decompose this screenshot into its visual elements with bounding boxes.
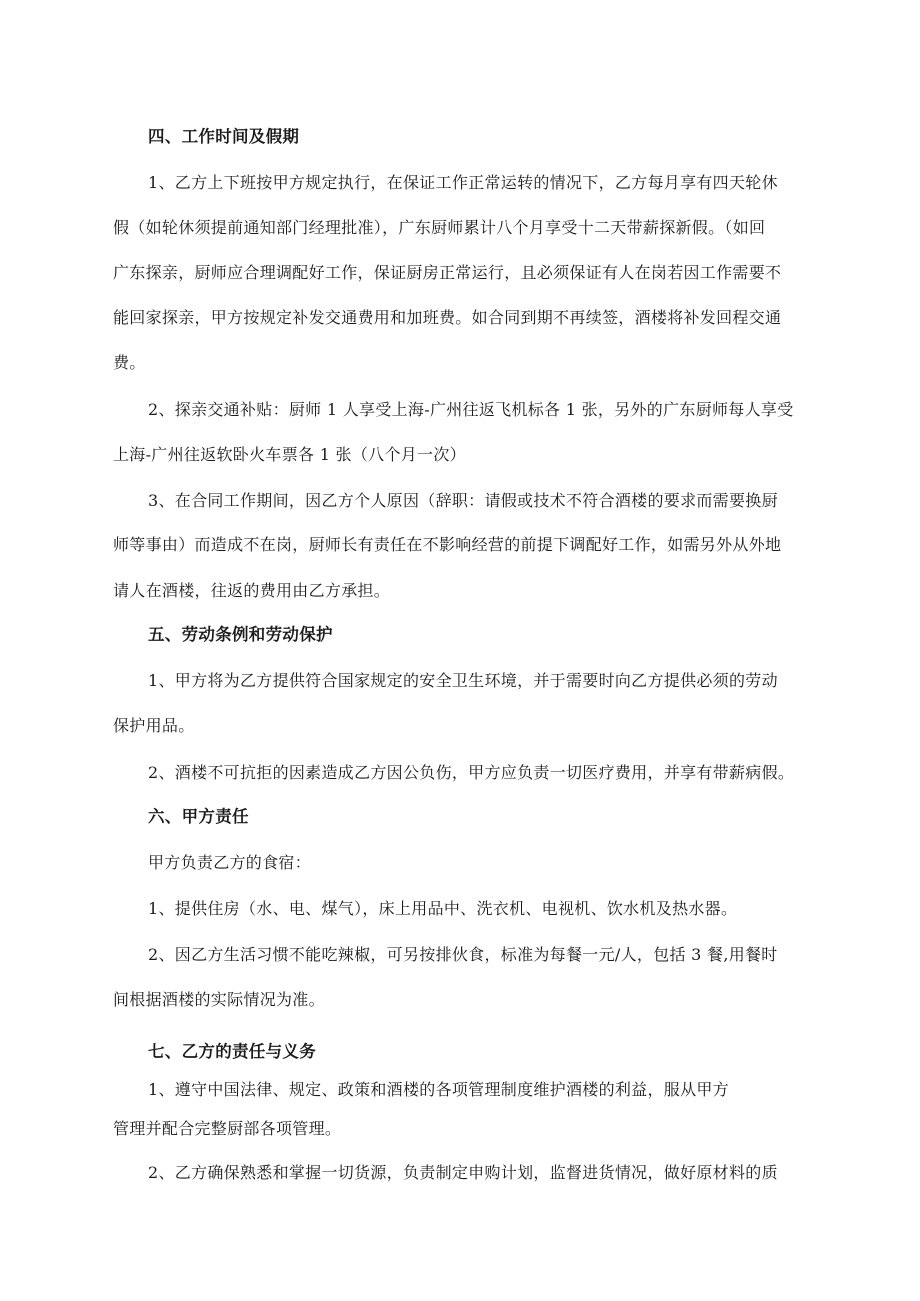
paragraph-line: 2、乙方确保熟悉和掌握一切货源，负责制定申购计划，监督进货情况，做好原材料的质 <box>148 1163 778 1182</box>
paragraph-line: 广东探亲，厨师应合理调配好工作，保证厨房正常运行，且必须保证有人在岗若因工作需要不 <box>113 263 782 282</box>
paragraph-line: 2、酒楼不可抗拒的因素造成乙方因公负伤，甲方应负责一切医疗费用，并享有带薪病假。 <box>148 763 795 782</box>
paragraph-line: 2、探亲交通补贴：厨师 1 人享受上海-广州往返飞机标各 1 张，另外的广东厨师每人享受 <box>148 400 794 419</box>
paragraph-line: 3、在合同工作期间，因乙方个人原因（辞职：请假或技术不符合酒楼的要求而需要换厨 <box>148 491 778 510</box>
section-heading-4: 四、工作时间及假期 <box>148 127 300 146</box>
paragraph-line: 1、提供住房（水、电、煤气），床上用品中、洗衣机、电视机、饮水机及热水器。 <box>148 899 738 918</box>
paragraph-line: 间根据酒楼的实际情况为准。 <box>113 990 325 1009</box>
paragraph-line: 1、乙方上下班按甲方规定执行，在保证工作正常运转的情况下，乙方每月享有四天轮休 <box>148 173 778 192</box>
section-heading-7: 七、乙方的责任与义务 <box>148 1042 316 1061</box>
section-heading-6: 六、甲方责任 <box>148 807 249 826</box>
paragraph-line: 1、遵守中国法律、规定、政策和酒楼的各项管理制度维护酒楼的利益，服从甲方 <box>148 1080 729 1099</box>
paragraph-line: 请人在酒楼，往返的费用由乙方承担。 <box>113 581 391 600</box>
paragraph-line: 甲方负责乙方的食宿： <box>148 853 312 872</box>
paragraph-line: 上海-广州往返软卧火车票各 1 张（八个月一次） <box>113 445 466 464</box>
paragraph-line: 师等事由）而造成不在岗，厨师长有责任在不影响经营的前提下调配好工作，如需另外从外地 <box>113 535 782 554</box>
paragraph-line: 2、因乙方生活习惯不能吃辣椒，可另按排伙食，标准为每餐一元/人，包括 3 餐,用餐时 <box>148 945 778 964</box>
paragraph-line: 能回家探亲，甲方按规定补发交通费用和加班费。如合同到期不再续签，酒楼将补发回程交通 <box>113 308 782 327</box>
paragraph-line: 管理并配合完整厨部各项管理。 <box>113 1119 342 1138</box>
paragraph-line: 假（如轮休须提前通知部门经理批准），广东厨师累计八个月享受十二天带薪探新假。（如回 <box>113 218 766 237</box>
paragraph-line: 费。 <box>113 353 146 372</box>
paragraph-line: 保护用品。 <box>113 716 195 735</box>
paragraph-line: 1、甲方将为乙方提供符合国家规定的安全卫生环境，并于需要时向乙方提供必须的劳动 <box>148 671 778 690</box>
section-heading-5: 五、劳动条例和劳动保护 <box>148 625 333 644</box>
